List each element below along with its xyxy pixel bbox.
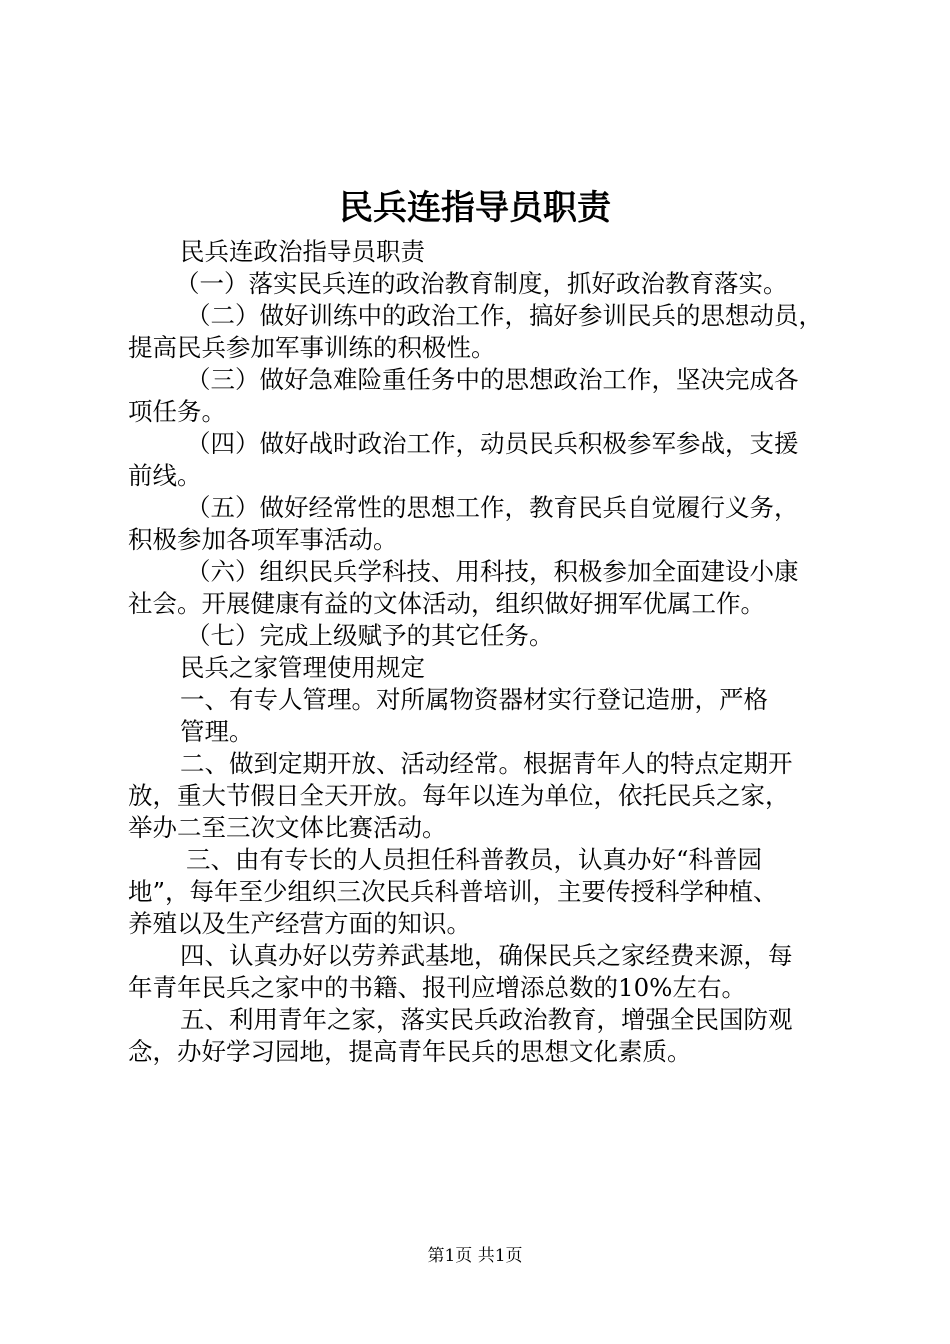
- paragraph-line: （四）做好战时政治工作，动员民兵积极参军参战，支援: [186, 429, 799, 458]
- paragraph-line: （一）落实民兵连的政治教育制度，抓好政治教育落实。: [175, 269, 788, 298]
- paragraph-line: 养殖以及生产经营方面的知识。: [128, 909, 471, 938]
- paragraph-line: 项任务。: [128, 397, 226, 426]
- paragraph-line: （三）做好急难险重任务中的思想政治工作，坚决完成各: [186, 365, 799, 394]
- paragraph-line: 四、认真办好以劳养武基地，确保民兵之家经费来源，每: [180, 941, 793, 970]
- paragraph-line: （五）做好经常性的思想工作，教育民兵自觉履行义务，: [186, 493, 799, 522]
- paragraph-line: （六）组织民兵学科技、用科技，积极参加全面建设小康: [186, 557, 799, 586]
- paragraph-line: 放，重大节假日全天开放。每年以连为单位，依托民兵之家，: [128, 781, 790, 810]
- paragraph-line: 五、利用青年之家，落实民兵政治教育，增强全民国防观: [180, 1005, 793, 1034]
- paragraph-line: 提高民兵参加军事训练的积极性。: [128, 333, 496, 362]
- paragraph-line: 社会。开展健康有益的文体活动，组织做好拥军优属工作。: [128, 589, 765, 618]
- page-footer: 第1页 共1页: [427, 1246, 523, 1266]
- paragraph-line: 地”，每年至少组织三次民兵科普培训，主要传授科学种植、: [128, 877, 778, 906]
- paragraph-line: （二）做好训练中的政治工作，搞好参训民兵的思想动员，: [186, 301, 823, 330]
- paragraph-line: 念，办好学习园地，提高青年民兵的思想文化素质。: [128, 1037, 692, 1066]
- paragraph-line: 积极参加各项军事活动。: [128, 525, 398, 554]
- paragraph-line: 二、做到定期开放、活动经常。根据青年人的特点定期开: [180, 749, 793, 778]
- paragraph-line: （七）完成上级赋予的其它任务。: [186, 621, 554, 650]
- paragraph-line: 三、由有专长的人员担任科普教员，认真办好“科普园: [186, 845, 763, 874]
- paragraph-line: 前线。: [128, 461, 202, 490]
- section-heading: 民兵之家管理使用规定: [180, 653, 425, 682]
- paragraph-line: 一、有专人管理。对所属物资器材实行登记造册，严格: [180, 685, 768, 714]
- section-heading: 民兵连政治指导员职责: [180, 237, 425, 266]
- document-body: [128, 236, 838, 1068]
- paragraph-line: 举办二至三次文体比赛活动。: [128, 813, 447, 842]
- paragraph-line: 年青年民兵之家中的书籍、报刊应增添总数的10%左右。: [128, 973, 746, 1002]
- paragraph-line: 管理。: [180, 717, 254, 746]
- page-title: 民兵连指导员职责: [339, 188, 611, 228]
